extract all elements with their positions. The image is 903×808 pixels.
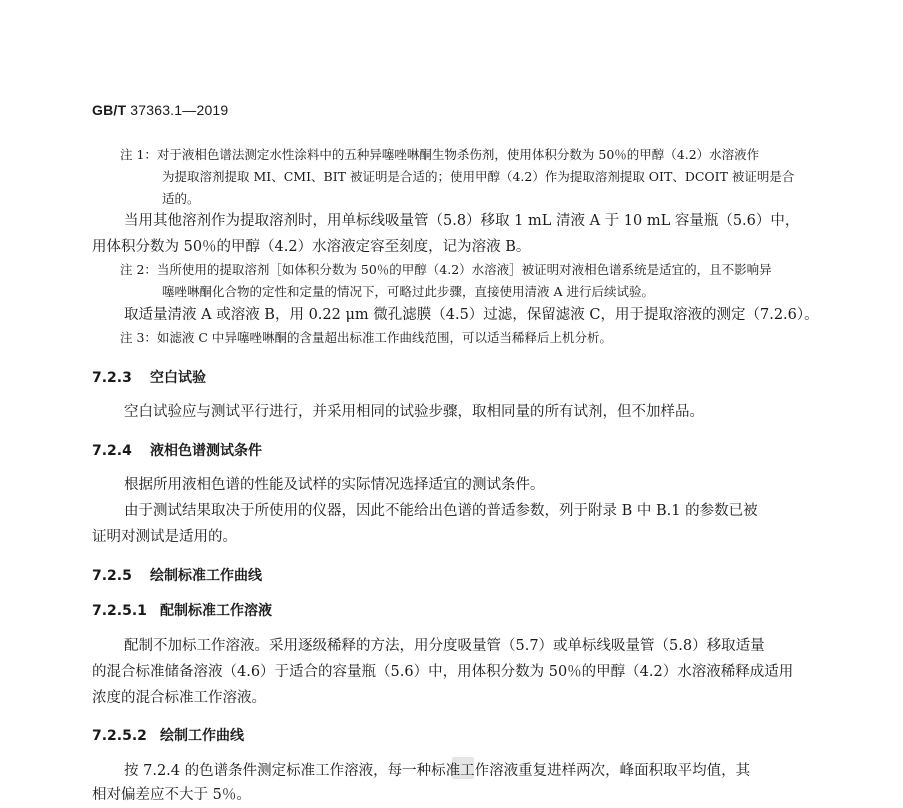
heading-title: 绘制工作曲线 bbox=[160, 728, 244, 744]
paragraph-5-line-2: 证明对测试是适用的。 bbox=[92, 529, 237, 545]
heading-number: 7.2.5.2 bbox=[92, 728, 147, 744]
heading-7-2-5-2 bbox=[92, 725, 244, 745]
heading-title: 空白试验 bbox=[150, 370, 206, 386]
paragraph-5-line-1: 由于测试结果取决于所使用的仪器，因此不能给出色谱的普适参数，列于附录 B 中 B.1 的参数已被 bbox=[124, 503, 758, 519]
heading-number: 7.2.5 bbox=[92, 568, 132, 584]
paragraph-7-line-1: 按 7.2.4 的色谱条件测定标准工作溶液，每一种标准工作溶液重复进样两次，峰面积取平均值，其 bbox=[124, 763, 751, 779]
heading-title: 液相色谱测试条件 bbox=[150, 443, 262, 459]
heading-number: 7.2.5.1 bbox=[92, 603, 147, 619]
note-1-line-2: 为提取溶剂提取 MI、CMI、BIT 被证明是合适的；使用甲醇（4.2）作为提取溶剂提取 OIT、DCOIT 被证明是合 bbox=[162, 169, 795, 184]
heading-7-2-5-1 bbox=[92, 600, 272, 620]
note-3-line-1: 注 3：如滤液 C 中异噻唑啉酮的含量超出标准工作曲线范围，可以适当稀释后上机分析。 bbox=[120, 330, 612, 345]
note-1-line-3: 适的。 bbox=[162, 191, 200, 206]
paragraph-1-line-2: 用体积分数为 50％的甲醇（4.2）水溶液定容至刻度，记为溶液 B。 bbox=[92, 239, 531, 255]
paragraph-3-line-1: 空白试验应与测试平行进行，并采用相同的试验步骤，取相同量的所有试剂，但不加样品。 bbox=[124, 404, 704, 420]
heading-7-2-4 bbox=[92, 440, 262, 460]
heading-7-2-5 bbox=[92, 565, 262, 585]
paragraph-6-line-3: 浓度的混合标准工作溶液。 bbox=[92, 690, 266, 706]
paragraph-7-line-2: 相对偏差应不大于 5％。 bbox=[92, 787, 251, 803]
note-2-line-2: 噻唑啉酮化合物的定性和定量的情况下，可略过此步骤，直接使用清液 A 进行后续试验。 bbox=[162, 284, 654, 299]
heading-7-2-3 bbox=[92, 367, 206, 387]
standard-number: 37363.1—2019 bbox=[130, 102, 229, 118]
paragraph-2-line-1: 取适量清液 A 或溶液 B，用 0.22 μm 微孔滤膜（4.5）过滤，保留滤液 C，用于提取溶液的测定（7.2.6）。 bbox=[124, 307, 819, 323]
paragraph-4-line-1: 根据所用液相色谱的性能及试样的实际情况选择适宜的测试条件。 bbox=[124, 477, 545, 493]
note-1-line-1: 注 1：对于液相色谱法测定水性涂料中的五种异噻唑啉酮生物杀伤剂，使用体积分数为 50％的甲醇（4.2）水溶液作 bbox=[120, 147, 760, 162]
paragraph-6-line-1: 配制不加标工作溶液。采用逐级稀释的方法，用分度吸量管（5.7）或单标线吸量管（5.8）移取适量 bbox=[124, 638, 765, 654]
note-2-line-1: 注 2：当所使用的提取溶剂［如体积分数为 50％的甲醇（4.2）水溶液］被证明对液相色谱系统是适宜的，且不影响异 bbox=[120, 262, 772, 277]
paragraph-6-line-2: 的混合标准储备溶液（4.6）于适合的容量瓶（5.6）中，用体积分数为 50％的甲醇（4.2）水溶液稀释成适用 bbox=[92, 664, 794, 680]
standard-code: GB/T bbox=[92, 102, 127, 118]
paragraph-1-line-1: 当用其他溶剂作为提取溶剂时，用单标线吸量管（5.8）移取 1 mL 清液 A 于 10 mL 容量瓶（5.6）中， bbox=[124, 213, 800, 229]
heading-title: 绘制标准工作曲线 bbox=[150, 568, 262, 584]
heading-title: 配制标准工作溶液 bbox=[160, 603, 272, 619]
standard-header bbox=[92, 102, 228, 118]
heading-number: 7.2.3 bbox=[92, 370, 132, 386]
heading-number: 7.2.4 bbox=[92, 443, 132, 459]
